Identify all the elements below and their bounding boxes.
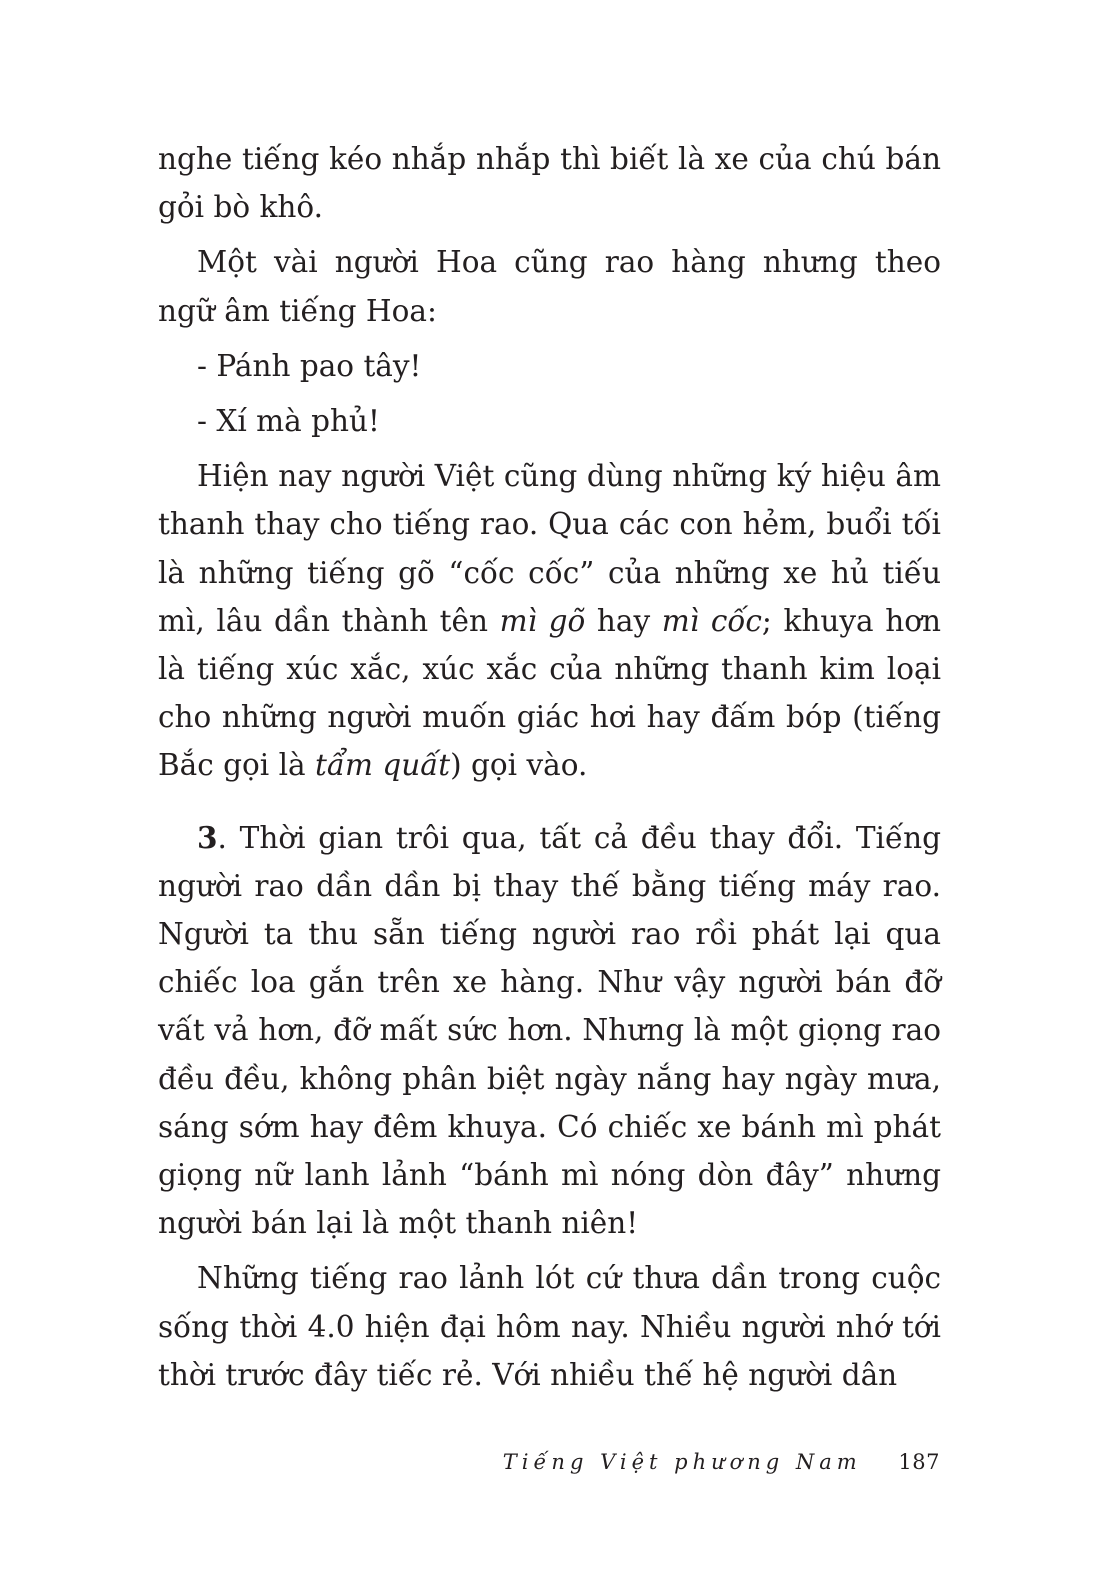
- italic-term: mì cốc: [661, 603, 762, 638]
- text-run: ) gọi vào.: [450, 748, 588, 783]
- italic-term: mì gõ: [499, 603, 586, 638]
- paragraph-continued: nghe tiếng kéo nhắp nhắp thì biết là xe của chú bán gỏi bò khô.: [158, 142, 941, 225]
- text-run: . Thời gian trôi qua, tất cả đều thay đổi. Tiếng người rao dần dần bị thay thế bằng tiếng máy rao. Người ta thu sẵn tiếng người rao rồi phát lại qua chiếc loa gắn trên xe hàng. Như vậy người bán đỡ vất vả hơn, đỡ mất sức hơn. Nhưng là một giọng rao đều đều, không phân biệt ngày nắng hay ngày mưa, sáng sớm hay đêm khuya. Có chiếc xe bánh mì phát giọng nữ lanh lảnh “bánh mì nóng dòn đây” nhưng người bán lại là một thanh niên!: [158, 820, 941, 1241]
- section-3-paragraph: [158, 814, 941, 1248]
- text-run: Hiện nay người Việt cũng dùng những ký hiệu âm thanh thay cho tiếng rao. Qua các con hẻm, buổi tối là những tiếng gõ “cốc cốc” của những xe hủ tiếu mì, lâu dần thành tên: [158, 459, 941, 638]
- running-title: Tiếng Việt phương Nam: [502, 1450, 862, 1474]
- text-run: hay: [585, 603, 662, 638]
- text-run: ; khuya hơn là tiếng xúc xắc, xúc xắc của những thanh kim loại cho những người muốn giác hơi hay đấm bóp (tiếng Bắc gọi là: [158, 603, 941, 783]
- paragraph-sound-signals: [158, 452, 941, 789]
- paragraph-chinese-vendors: Một vài người Hoa cũng rao hàng nhưng theo ngữ âm tiếng Hoa:: [158, 245, 941, 328]
- page-number: 187: [898, 1450, 940, 1474]
- section-number: 3: [197, 819, 218, 855]
- vendor-call-2: - Xí mà phủ!: [197, 404, 380, 439]
- italic-term: tẩm quất: [315, 748, 451, 783]
- paragraph-closing: Những tiếng rao lảnh lót cứ thưa dần trong cuộc sống thời 4.0 hiện đại hôm nay. Nhiều người nhớ tới thời trước đây tiếc rẻ. Với nhiều thế hệ người dân: [158, 1261, 941, 1392]
- body-text: [158, 135, 941, 1399]
- page-footer: [503, 1450, 940, 1474]
- vendor-call-1: - Pánh pao tây!: [197, 348, 422, 383]
